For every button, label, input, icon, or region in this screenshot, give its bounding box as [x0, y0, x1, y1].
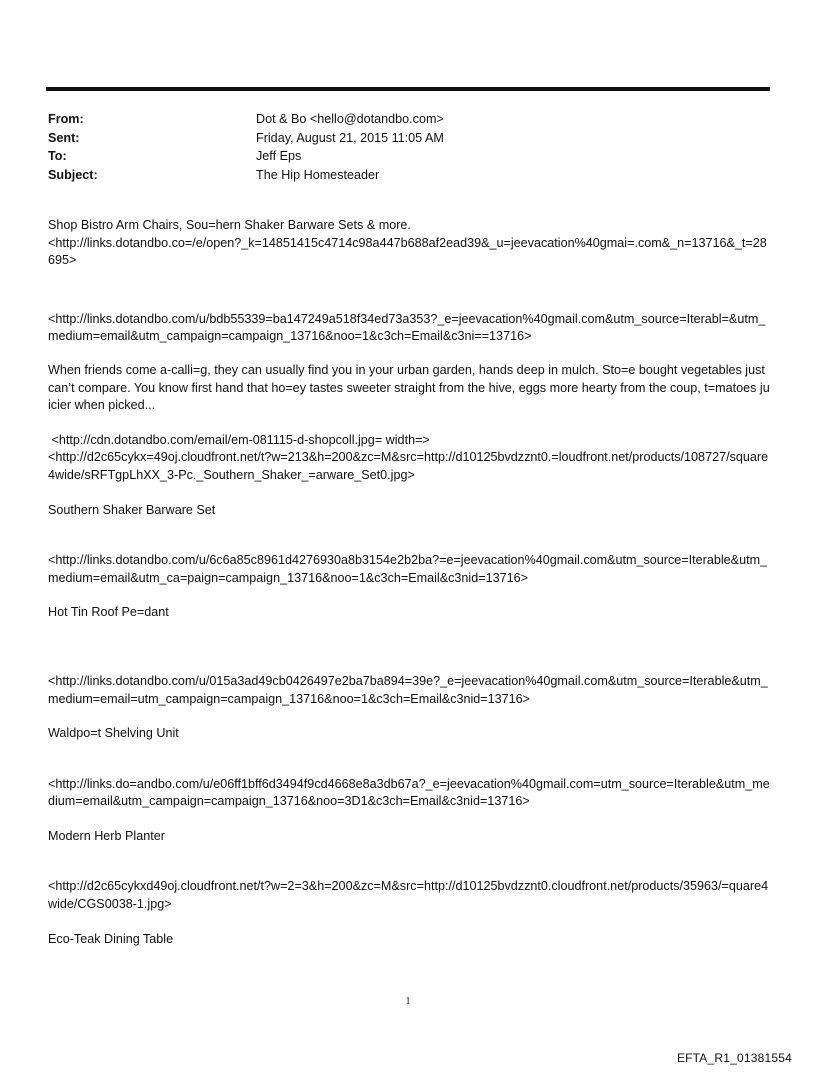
sent-value: Friday, August 21, 2015 11:05 AM [256, 130, 444, 145]
header-rule [46, 87, 770, 91]
item-hot-tin-roof-pendant: Hot Tin Roof Pe=dant [48, 605, 169, 620]
image-link-cgs0038[interactable]: <http://d2c65cykxd49oj.cloudfront.net/t?w=2=3&h=200&zc=M&src=http://d10125bvdzznt0.cloudfront.net/products/35963/=quare4wide/CGS0038-1.jpg> [48, 879, 769, 912]
intro-paragraph: When friends come a-calli=g, they can usually find you in your urban garden, hands deep in mulch. Sto=e bought vegetables just can’t compare. You know first hand that ho=ey tastes sweeter straight from the hive, eggs more hearty from the coup, t=matoes juicier when picked... [48, 362, 770, 413]
image-link-barware[interactable]: <http://d2c65cykx=49oj.cloudfront.net/t?w=213&h=200&zc=M&src=http://d10125bvdzznt0.=loudfront.net/products/108727/square4wide/sRFTgpLhXX_3-Pc._Southern_Shaker_=arware_Set0.jpg> [48, 450, 769, 482]
item-southern-shaker-barware-set: Southern Shaker Barware Set [48, 502, 216, 517]
item-modern-herb-planter: Modern Herb Planter [48, 828, 165, 843]
bates-number: EFTA_R1_01381554 [676, 1051, 792, 1065]
subject-label: Subject: [48, 167, 98, 182]
to-row [48, 147, 768, 166]
product-link-015a[interactable]: <http://links.dotandbo.com/u/015a3ad49cb0426497e2ba7ba894=39e?_e=jeevacation%40gmail.com&utm_source=Iterable&utm_medium=email=utm_campaign=campaign_13716&noo=1&c3ch=Email&c3nid=13716> [48, 673, 768, 706]
to-label: To: [48, 149, 67, 163]
item-eco-teak-dining-table: Eco-Teak Dining Table [48, 931, 174, 946]
from-label: From: [48, 112, 84, 126]
item-waldport-shelving-unit: Waldpo=t Shelving Unit [48, 726, 179, 741]
page-number: 1 [405, 996, 411, 1007]
open-link[interactable]: <http://links.dotandbo.co=/e/open?_k=14851415c4714c98a447b688af2ead39&_u=jeevacation%40gmai=.com&_n=13716&_t=28695> [48, 235, 767, 268]
to-value: Jeff Eps [256, 149, 302, 163]
product-link-e06f[interactable]: <http://links.do=andbo.com/u/e06ff1bff6d3494f9cd4668e8a3db67a?_e=jeevacation%40gmail.com=utm_source=Iterable&utm_medium=email&utm_campaign=campaign_13716&noo=3D1&c3ch=Email&c3nid=13716> [48, 776, 770, 809]
subject-row [48, 166, 768, 185]
image-link-shopcoll[interactable]: <http://cdn.dotandbo.com/email/em-081115-d-shopcoll.jpg= width=> [48, 432, 430, 447]
from-value: Dot & Bo <hello@dotandbo.com> [256, 112, 444, 126]
subject-value: The Hip Homesteader [256, 167, 380, 182]
sent-row [48, 129, 768, 148]
tracking-link-bdb[interactable]: <http://links.dotandbo.com/u/bdb55339=ba147249a518f34ed73a353?_e=jeevacation%40gmail.com&utm_source=Iterabl=&utm_medium=email&utm_campaign=campaign_13716&noo=1&c3ch=Email&c3ni==13716> [48, 311, 766, 344]
product-link-6c6a[interactable]: <http://links.dotandbo.com/u/6c6a85c8961d4276930a8b3154e2b2ba?=e=jeevacation%40gmail.com&utm_source=Iterable&utm_medium=email&utm_ca=paign=campaign_13716&noo=1&c3ch=Email&c3nid=13716> [48, 553, 768, 585]
intro-text: Shop Bistro Arm Chairs, Sou=hern Shaker Barware Sets & more. [48, 218, 411, 232]
sent-label: Sent: [48, 130, 80, 145]
from-row [48, 110, 768, 129]
email-header [48, 110, 768, 184]
email-body [48, 217, 770, 948]
